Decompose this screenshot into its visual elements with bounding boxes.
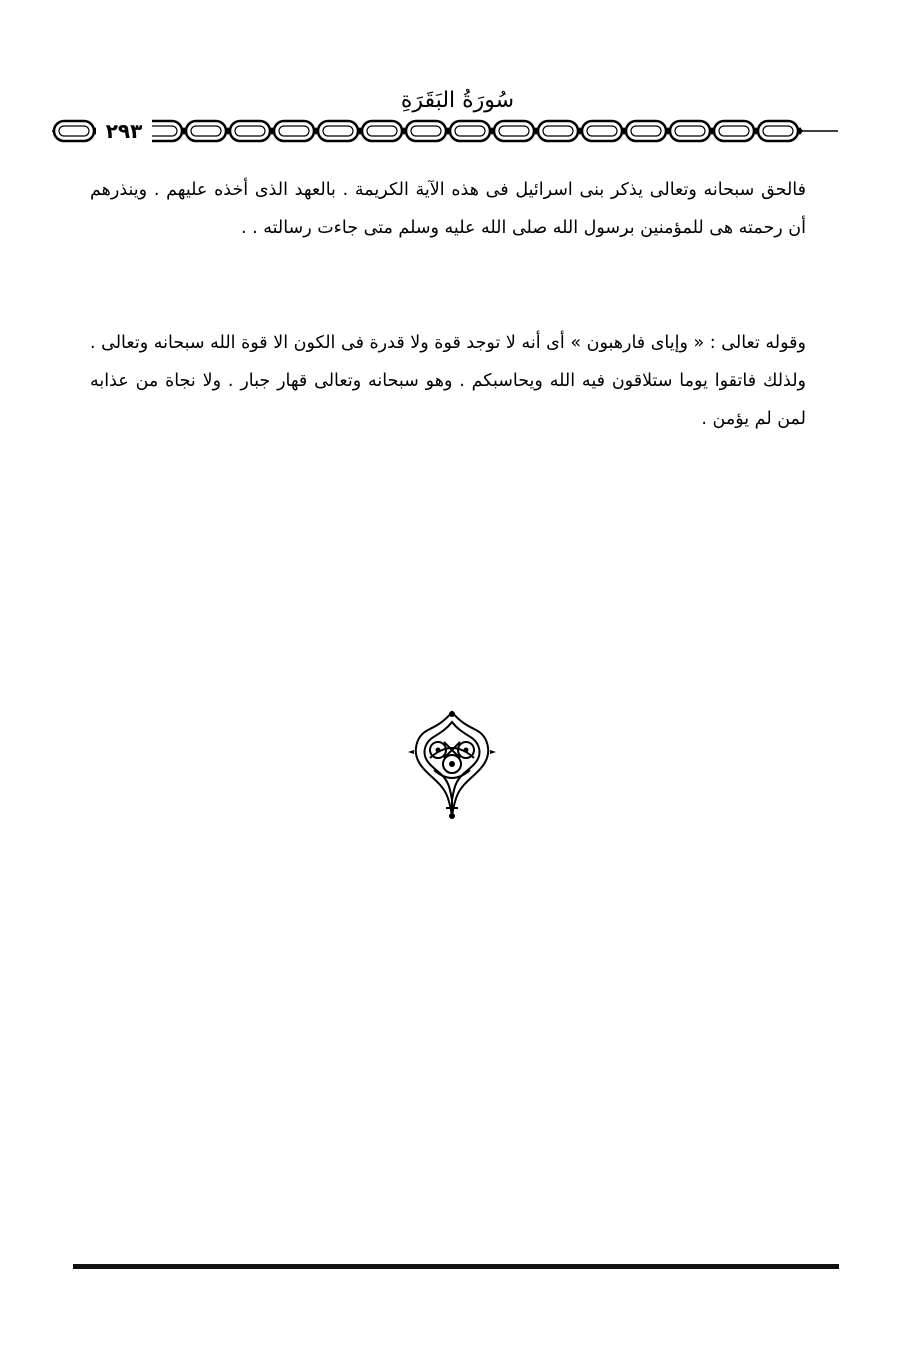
chain-link [318,121,358,141]
page-number: ٢٩٣ [96,118,152,144]
chain-link [538,121,578,141]
chain-link [186,121,226,141]
body-paragraph: وقوله تعالى : « وإياى فارهبون » أى أنه لا توجد قوة ولا قدرة فى الكون الا قوة الله سبحانه وتعالى . ولذلك فاتقوا يوما ستلاقون فيه الله ويحاسبكم . وهو سبحانه وتعالى قهار جبار . ولا نجاة من عذابه لمن لم يؤمن . [90,333,806,429]
chain-link [494,121,534,141]
chain-ornament-band [52,118,838,144]
footer-rule [73,1264,839,1269]
surah-title: سُورَةُ البَقَرَةِ [400,88,515,113]
chain-link [274,121,314,141]
chain-link [626,121,666,141]
chain-link [54,121,94,141]
chain-links [52,121,838,141]
chain-link [758,121,798,141]
chain-link [582,121,622,141]
body-paragraph: فالحق سبحانه وتعالى يذكر بنى اسرائيل فى هذه الآية الكريمة . بالعهد الذى أخذه عليهم . وينذرهم أن رحمته هى للمؤمنين برسول الله صلى الله عليه وسلم متى جاءت رسالته . . [90,180,806,238]
arabesque-ornament [408,708,496,820]
chain-link [714,121,754,141]
chain-link [362,121,402,141]
chain-link [450,121,490,141]
chain-link [670,121,710,141]
chain-link [230,121,270,141]
chain-link [406,121,446,141]
